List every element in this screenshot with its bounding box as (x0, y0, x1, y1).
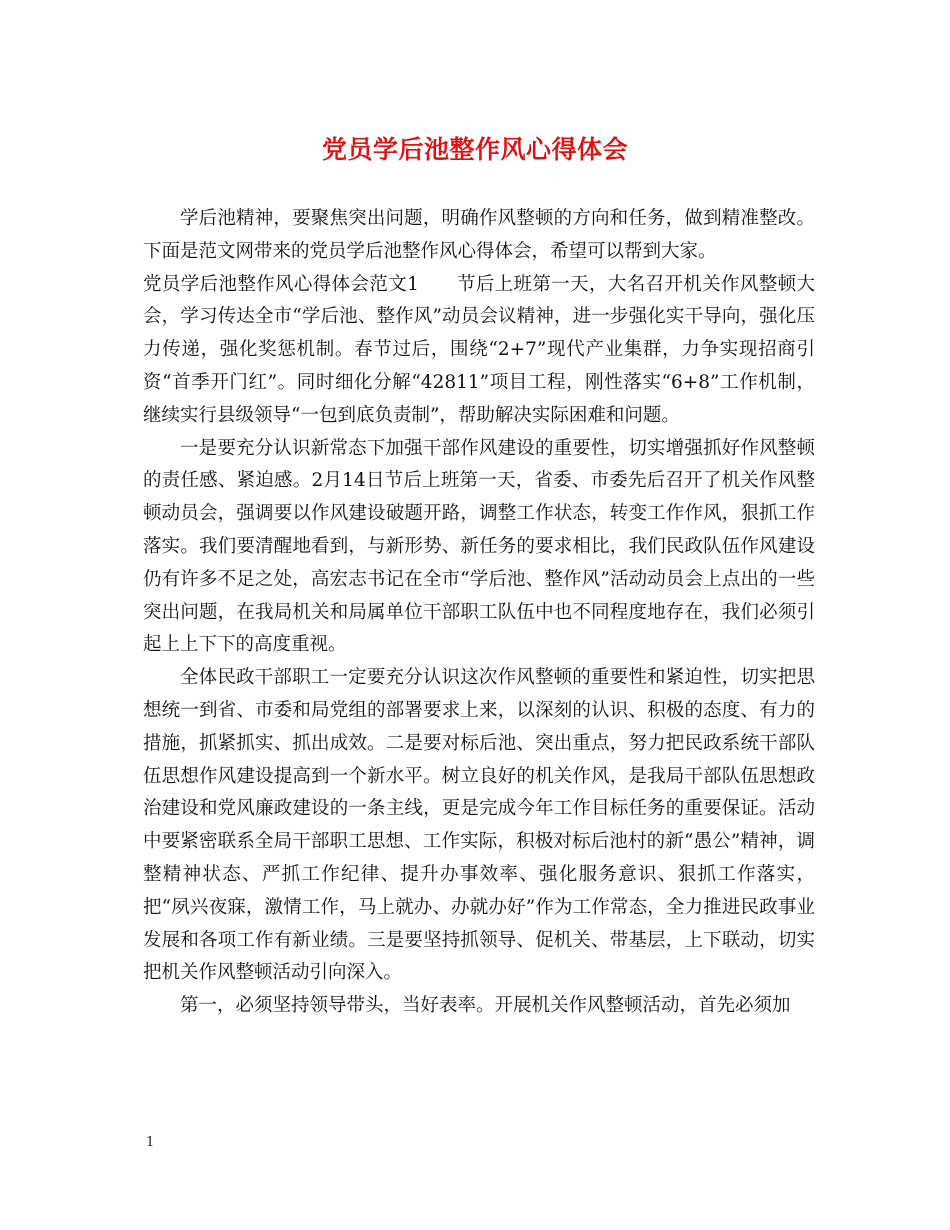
document-title: 党员学后池整作风心得体会 (321, 135, 628, 164)
page-number: 1 (146, 1135, 155, 1150)
paragraph-point-1: 一是要充分认识新常态下加强干部作风建设的重要性，切实增强抓好作风整顿的责任感、紧迫感。2月14日节后上班第一天，省委、市委先后召开了机关作风整顿动员会，强调要以作风建设破题开路，调整工作状态，转变工作作风，狠抓工作落实。我们要清醒地看到，与新形势、新任务的要求相比，我们民政队伍作风建设仍有许多不足之处，高宏志书记在全市“学后池、整作风”活动动员会上点出的一些突出问题，在我局机关和局属单位干部职工队伍中也不同程度地存在，我们必须引起上上下下的高度重视。 (143, 437, 815, 656)
paragraph-first: 第一，必须坚持领导带头，当好表率。开展机关作风整顿活动，首先必须加 (180, 995, 791, 1017)
paragraph-intro: 学后池精神，要聚焦突出问题，明确作风整顿的方向和任务，做到精准整改。下面是范文网带来的党员学后池整作风心得体会，希望可以帮到大家。 (143, 208, 815, 262)
paragraph-sample-1: 党员学后池整作风心得体会范文1 节后上班第一天，大名召开机关作风整顿大会，学习传达全市“学后池、整作风”动员会议精神，进一步强化实干导向，强化压力传递，强化奖惩机制。春节过后，围绕“2+7”现代产业集群，力争实现招商引资“首季开门红”。同时细化分解“42811”项目工程，刚性落实“6+8”工作机制，继续实行县级领导“一包到底负责制”，帮助解决实际困难和问题。 (143, 273, 815, 426)
paragraph-point-2: 全体民政干部职工一定要充分认识这次作风整顿的重要性和紧迫性，切实把思想统一到省、市委和局党组的部署要求上来，以深刻的认识、积极的态度、有力的措施，抓紧抓实、抓出成效。二是要对标后池、突出重点，努力把民政系统干部队伍思想作风建设提高到一个新水平。树立良好的机关作风，是我局干部队伍思想政治建设和党风廉政建设的一条主线，更是完成今年工作目标任务的重要保证。活动中要紧密联系全局干部职工思想、工作实际，积极对标后池村的新“愚公”精神，调整精神状态、严抓工作纪律、提升办事效率、强化服务意识、狠抓工作落实，把“夙兴夜寐，激情工作，马上就办、办就办好”作为工作常态，全力推进民政事业发展和各项工作有新业绩。三是要坚持抓领导、促机关、带基层，上下联动，切实把机关作风整顿活动引向深入。 (143, 667, 815, 984)
document-body (143, 203, 815, 1023)
